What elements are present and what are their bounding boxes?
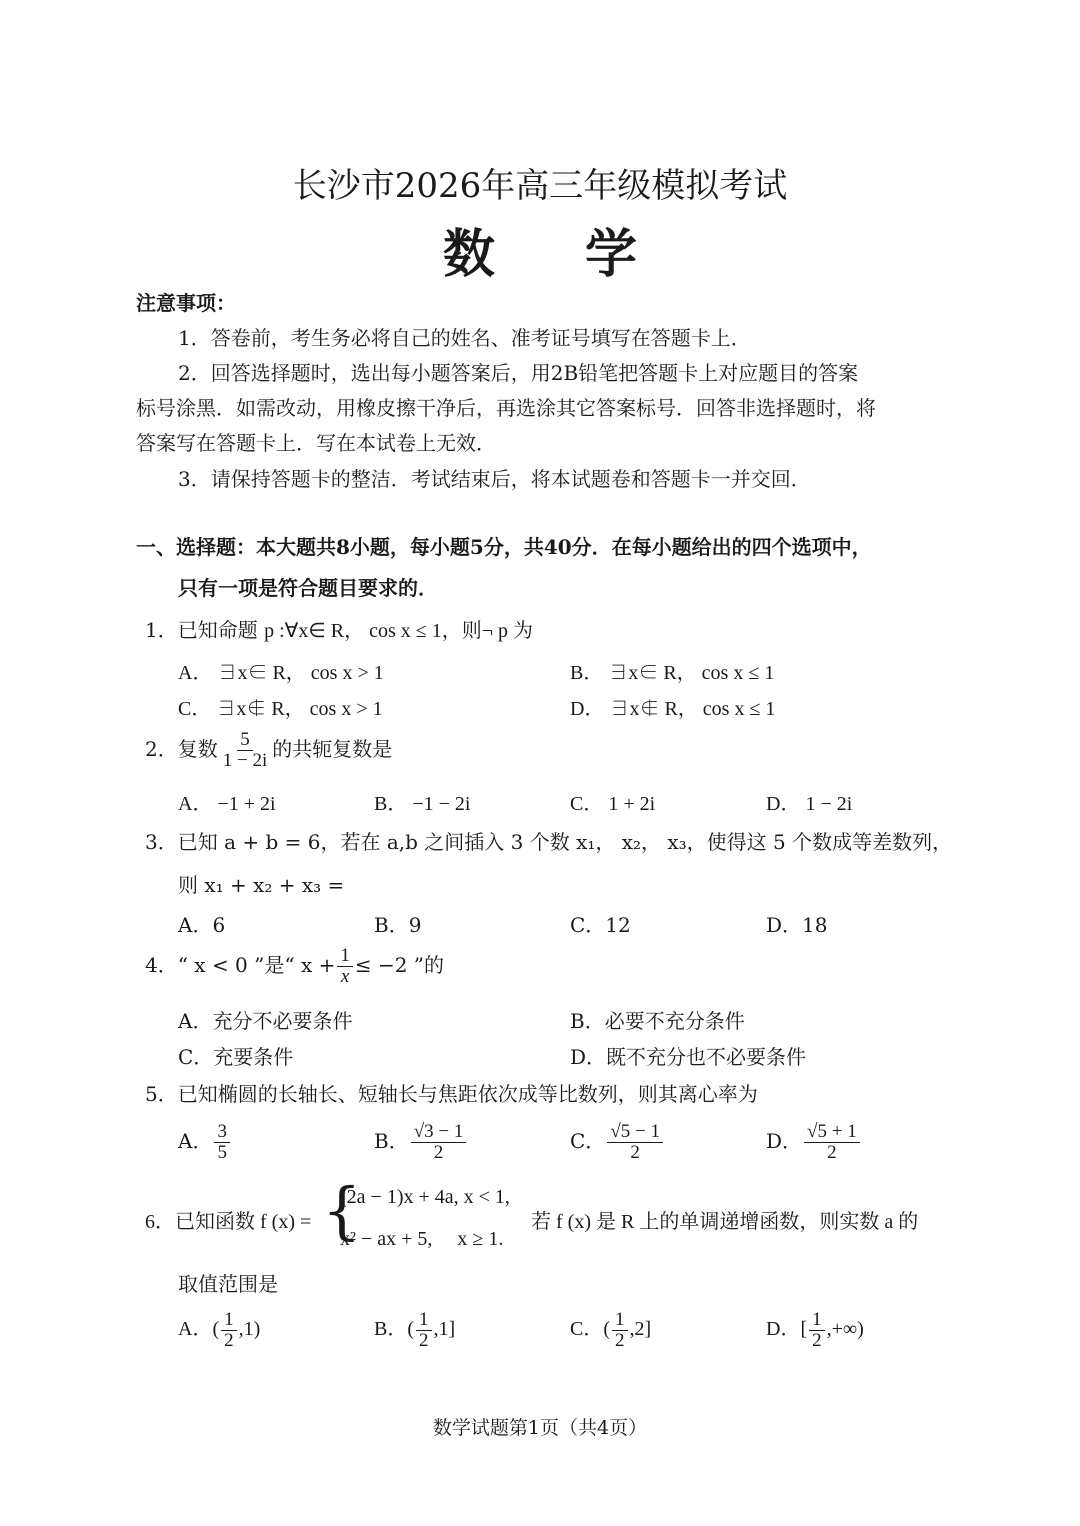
half-fraction (809, 1310, 825, 1351)
option-fraction (804, 1122, 860, 1163)
interval-close: ,+∞) (826, 1318, 864, 1341)
fraction-numerator: 1 (337, 946, 353, 967)
question-1-option-c: C． ∃x∉ R， cos x > 1 (178, 698, 383, 720)
fraction-numerator: √5 − 1 (607, 1122, 663, 1143)
fraction-denominator: 2 (224, 1329, 234, 1351)
notice-item-3: 3．请保持答题卡的整洁．考试结束后，将本试题卷和答题卡一并交回． (178, 467, 811, 491)
question-4-option-a: A．充分不必要条件 (178, 1009, 353, 1033)
half-fraction (221, 1310, 237, 1351)
half-fraction (416, 1310, 432, 1351)
question-3-line-2: 则 x₁ + x₂ + x₃ = (178, 873, 345, 897)
question-5-option-a (178, 1122, 232, 1163)
question-3-option-b: B．9 (374, 913, 422, 937)
notice-item-2-line-2: 标号涂黑．如需改动，用橡皮擦干净后，再选涂其它答案标号．回答非选择题时，将 (136, 396, 876, 420)
option-label: C． (570, 1318, 604, 1341)
fraction-denominator: 2 (827, 1141, 837, 1163)
fraction-numerator: 1 (809, 1310, 825, 1331)
fraction-numerator: √5 + 1 (804, 1122, 860, 1143)
fraction-denominator: 5 (217, 1141, 227, 1163)
page-footer: 数学试题第1页（共4页） (432, 1417, 648, 1439)
question-1-option-a: A． ∃x∈ R， cos x > 1 (178, 662, 384, 684)
question-3-option-a: A．6 (178, 913, 226, 937)
question-6-option-d (766, 1310, 864, 1351)
piecewise-brace-icon: { (322, 1174, 362, 1247)
option-label: B． (374, 1318, 408, 1341)
question-4-fraction (337, 946, 353, 987)
question-4-stem (145, 946, 444, 987)
exam-title: 长沙市2026年高三年级模拟考试 (292, 166, 788, 206)
question-1-stem (145, 614, 533, 643)
question-5-option-d (766, 1122, 862, 1163)
question-6-option-b (374, 1310, 455, 1351)
question-3-option-d: D．18 (766, 913, 828, 937)
notice-item-2-line-1: 2．回答选择题时，选出每小题答案后，用2B铅笔把答题卡上对应题目的答案 (178, 361, 859, 385)
interval-open: ( (407, 1318, 415, 1341)
question-2-stem (145, 730, 392, 771)
question-1-option-d: D． ∃x∉ R， cos x ≤ 1 (570, 698, 776, 720)
notice-heading: 注意事项： (136, 291, 236, 315)
question-4-option-c: C．充要条件 (178, 1045, 294, 1069)
question-2-option-c: C． 1 + 2i (570, 793, 656, 815)
fraction-denominator: 2 (433, 1141, 444, 1163)
question-2-option-b: B． −1 − 2i (374, 793, 471, 815)
question-1-number: 1．已知命题 (145, 618, 258, 642)
notice-item-2-line-3: 答案写在答题卡上．写在本试卷上无效． (136, 431, 496, 455)
fraction-numerator: 1 (221, 1310, 237, 1331)
fraction-numerator: √3 − 1 (411, 1122, 467, 1143)
question-6-prefix: 6．已知函数 f (x) = (145, 1211, 312, 1233)
fraction-numerator: 3 (214, 1122, 230, 1143)
interval-close: ,2] (629, 1318, 652, 1341)
question-5-option-c (570, 1122, 665, 1163)
question-2-option-a: A． −1 + 2i (178, 793, 276, 815)
fraction-denominator: 2 (630, 1141, 640, 1163)
fraction-denominator: 2 (419, 1329, 429, 1351)
question-2-fraction (220, 730, 271, 771)
fraction-numerator: 1 (416, 1310, 432, 1331)
option-fraction (607, 1122, 663, 1163)
question-5-stem: 5．已知椭圆的长轴长、短轴长与焦距依次成等比数列，则其离心率为 (145, 1082, 758, 1106)
section-heading-line-2: 只有一项是符合题目要求的． (178, 576, 438, 600)
notice-item-1: 1．答卷前，考生务必将自己的姓名、准考证号填写在答题卡上． (178, 326, 751, 350)
option-label: D． (766, 1318, 801, 1341)
question-2-suffix: 的共轭复数是 (272, 736, 393, 761)
question-5-option-b (374, 1122, 468, 1163)
half-fraction (612, 1310, 628, 1351)
option-fraction (411, 1122, 467, 1163)
question-4-option-b: B．必要不充分条件 (570, 1009, 745, 1033)
subject-title: 数学 (442, 224, 727, 285)
option-label: A． (178, 1318, 213, 1341)
option-label: D． (766, 1128, 803, 1153)
question-2-option-d: D． 1 − 2i (766, 793, 853, 815)
interval-open: ( (603, 1318, 611, 1341)
interval-open: [ (800, 1318, 808, 1341)
question-3-line-1: 3．已知 a + b = 6，若在 a,b 之间插入 3 个数 x₁， x₂， x₃，使得这 5 个数成等差数列， (145, 830, 953, 854)
option-label: C． (570, 1128, 606, 1153)
question-4-prefix: 4．“ x < 0 ”是“ x + (145, 952, 336, 977)
interval-open: ( (212, 1318, 220, 1341)
question-4-option-d: D．既不充分也不必要条件 (570, 1045, 807, 1069)
question-6-suffix: 若 f (x) 是 R 上的单调递增函数，则实数 a 的 (531, 1211, 919, 1233)
fraction-denominator: 2 (812, 1329, 822, 1351)
question-6-line-2: 取值范围是 (178, 1272, 278, 1296)
fraction-denominator: x (340, 965, 350, 987)
option-label: B． (374, 1128, 409, 1153)
interval-close: ,1) (238, 1318, 261, 1341)
option-fraction (214, 1122, 230, 1163)
question-1-text: p :∀x∈ R， cos x ≤ 1，则¬ p 为 (264, 620, 534, 642)
question-1-option-b: B． ∃x∈ R， cos x ≤ 1 (570, 662, 775, 684)
question-6-case-1: (2a − 1)x + 4a, x < 1, (340, 1186, 510, 1208)
question-4-suffix: ≤ −2 ”的 (354, 952, 445, 977)
question-3-option-c: C．12 (570, 913, 631, 937)
question-6-case-2: x² − ax + 5, x ≥ 1. (340, 1228, 504, 1250)
fraction-denominator: 1 − 2i (222, 749, 268, 771)
question-2-prefix: 2．复数 (145, 736, 218, 761)
interval-close: ,1] (433, 1318, 456, 1341)
question-6-option-a (178, 1310, 260, 1351)
section-heading-line-1: 一、选择题：本大题共8小题，每小题5分，共40分．在每小题给出的四个选项中， (136, 535, 872, 559)
question-6-option-c (570, 1310, 651, 1351)
fraction-numerator: 1 (612, 1310, 628, 1331)
fraction-numerator: 5 (237, 730, 253, 751)
option-label: A． (178, 1128, 213, 1153)
fraction-denominator: 2 (615, 1329, 625, 1351)
